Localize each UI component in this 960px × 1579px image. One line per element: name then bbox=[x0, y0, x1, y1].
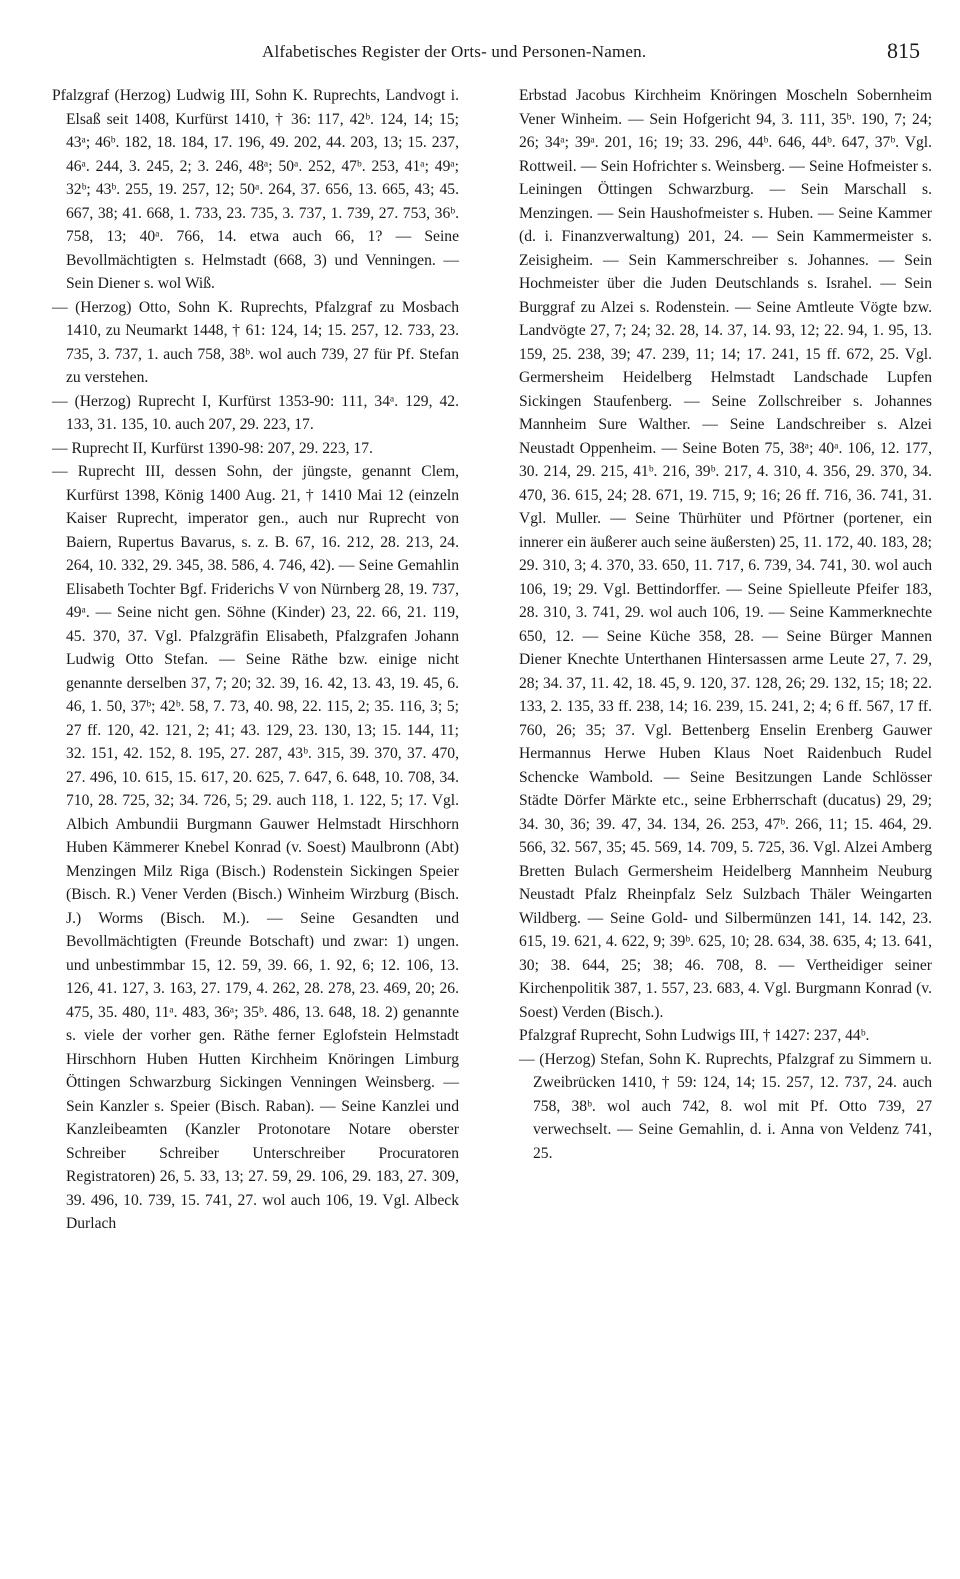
right-column bbox=[519, 84, 932, 1236]
left-column bbox=[52, 84, 459, 1236]
entry-ruprecht-ii: — Ruprecht II, Kurfürst 1390-98: 207, 29. 223, 17. bbox=[52, 439, 373, 457]
entry-stefan: — (Herzog) Stefan, Sohn K. Ruprechts, Pfalzgraf zu Simmern u. Zweibrücken 1410, † 59: 124, 14; 15. 257, 12. 737, 24. auch 758, 38ᵇ. wol auch 742, 8. wol mit Pf. Otto 739, 27 verwechselt. — Seine Gemahlin, d. i. Anna von Veldenz 741, 25. bbox=[519, 1050, 932, 1162]
entry-ruprecht-iii: — Ruprecht III, dessen Sohn, der jüngste, genannt Clem, Kurfürst 1398, König 1400 Aug. 21, † 1410 Mai 12 (einzeln Kaiser Ruprecht, imperator gen., auch nur Ruprecht von Baiern, Rupertus Bavarus, s. z. B. 67, 16. 212, 28. 213, 24. 264, 10. 332, 29. 345, 38. 586, 4. 746, 42). — Seine Gemahlin Elisabeth Tochter Bgf. Friderichs V von Nürnberg 28, 19. 737, 49ᵃ. — Seine nicht gen. Söhne (Kinder) 23, 22. 66, 21. 119, 45. 370, 37. Vgl. Pfalzgräfin Elisabeth, Pfalzgrafen Johann Ludwig Otto Stefan. — Seine Räthe bzw. einige nicht genannte derselben 37, 7; 20; 32. 39, 16. 42, 13. 43, 19. 45, 6. 46, 1. 50, 37ᵇ; 42ᵇ. 58, 7. 73, 40. 98, 22. 115, 2; 35. 116, 3; 5; 27 ff. 120, 42. 121, 2; 41; 43. 129, 23. 130, 13; 15. 144, 11; 32. 151, 42. 152, 8. 195, 27. 287, 43ᵇ. 315, 39. 370, 37. 470, 27. 496, 10. 615, 15. 617, 20. 625, 7. 647, 6. 648, 10. 708, 34. 710, 28. 725, 32; 34. 726, 5; 29. auch 118, 1. 122, 5; 17. Vgl. Albich Ambundii Burgmann Gauwer Helmstadt Hirschhorn Huben Kämmerer Knebel Konrad (v. Soest) Maulbronn (Abt) Menzingen Milz Riga (Bisch.) Rodenstein Sickingen Speier (Bisch. R.) Vener Verden (Bisch.) Winheim Wirzburg (Bisch. J.) Worms (Bisch. M.). — Seine Gesandten und Bevollmächtigten (Freunde Botschaft) und zwar: 1) ungen. und unbestimmbar 15, 12. 59, 39. 66, 1. 92, 6; 12. 106, 13. 126, 41. 127, 3. 163, 27. 179, 4. 262, 28. 278, 23. 469, 20; 26. 475, 35. 480, 11ᵃ. 483, 36ᵃ; 35ᵇ. 486, 13. 648, 18. 2) genannte s. viele der vorher gen. Räthe ferner Eglofstein Helmstadt Hirschhorn Huben Hutten Kirchheim Knöringen Limburg Öttingen Schwarzburg Sickingen Venningen Weinsberg. — Sein Kanzler s. Speier (Bisch. Raban). — Seine Kanzlei und Kanzleibeamten (Kanzler Protonotare Notare oberster Schreiber Schreiber Unterschreiber Procuratoren Registratoren) 26, 5. 33, 13; 27. 59, 29. 106, 29. 183, 27. 309, 39. 496, 10. 739, 15. 741, 27. wol auch 106, 19. Vgl. Albeck Durlach bbox=[52, 463, 459, 1232]
two-column-body bbox=[52, 84, 932, 1236]
running-head bbox=[52, 32, 932, 72]
entry-ruprecht-iii-continued: Erbstad Jacobus Kirchheim Knöringen Moscheln Sobernheim Vener Winheim. — Sein Hofgericht 94, 3. 111, 35ᵇ. 190, 7; 24; 26; 34ᵃ; 39ᵃ. 201, 16; 19; 33. 296, 44ᵇ. 646, 44ᵇ. 647, 37ᵇ. Vgl. Rottweil. — Sein Hofrichter s. Weinsberg. — Seine Hofmeister s. Leiningen Öttingen Schwarzburg. — Sein Marschall s. Menzingen. — Sein Haushofmeister s. Huben. — Seine Kammer (d. i. Finanzverwaltung) 201, 24. — Sein Kammermeister s. Zeisigheim. — Sein Kammerschreiber s. Johannes. — Sein Hochmeister über die Juden Deutschlands s. Israhel. — Sein Burggraf zu Alzei s. Rodenstein. — Seine Amtleute Vögte bzw. Landvögte 27, 7; 24; 32. 28, 14. 37, 14. 93, 12; 22. 94, 1. 95, 13. 159, 25. 238, 39; 47. 239, 11; 14; 17. 241, 15 ff. 672, 25. Vgl. Germersheim Heidelberg Helmstadt Landschade Lupfen Sickingen Staufenberg. — Seine Zollschreiber s. Johannes Mannheim Sure Walther. — Seine Landschreiber s. Alzei Neustadt Oppenheim. — Seine Boten 75, 38ᵃ; 40ᵃ. 106, 12. 177, 30. 214, 29. 215, 41ᵇ. 216, 39ᵇ. 217, 4. 310, 4. 356, 29. 370, 34. 470, 36. 615, 24; 28. 671, 19. 715, 9; 16; 26 ff. 716, 36. 741, 31. Vgl. Muller. — Seine Thürhüter und Pförtner (portener, ein innerer ein äußerer auch seine äußersten) 25, 11. 172, 40. 183, 28; 29. 310, 3; 4. 370, 33. 650, 11. 717, 6. 739, 34. 741, 30. wol auch 106, 19; 29. Vgl. Bettindorffer. — Seine Spielleute Pfeifer 183, 28. 310, 3. 741, 29. wol auch 106, 19. — Seine Kammerknechte 650, 12. — Seine Küche 358, 28. — Seine Bürger Mannen Diener Knechte Unterthanen Hintersassen arme Leute 27, 7. 29, 28; 34. 37, 11. 42, 18. 45, 9. 120, 37. 128, 26; 29. 132, 15; 18; 22. 133, 2. 135, 33 ff. 238, 14; 16. 239, 15. 241, 2; 4; 6 ff. 567, 17 ff. 760, 26; 35; 37. Vgl. Bettenberg Enselin Erenberg Gauwer Hermannus Herwe Huben Klaus Noet Raidenbuch Rudel Schencke Wambold. — Seine Besitzungen Lande Schlösser Städte Dörfer Märkte etc., seine Erbherrschaft (ducatus) 29, 29; 34. 30, 36; 39. 47, 34. 134, 26. 253, 47ᵇ. 266, 11; 15. 464, 29. 566, 32. 567, 35; 45. 569, 14. 709, 5. 725, 36. Vgl. Alzei Amberg Bretten Bulach Germersheim Heidelberg Mannheim Neuburg Neustadt Pfalz Rheinpfalz Selz Sulzbach Thäler Weingarten Wildberg. — Seine Gold- und Silbermünzen 141, 14. 142, 23. 615, 19. 621, 4. 622, 9; 39ᵇ. 625, 10; 28. 634, 38. 635, 4; 13. 641, 30; 38. 644, 25; 38; 46. 708, 8. — Vertheidiger seiner Kirchenpolitik 387, 1. 557, 23. 683, 4. Vgl. Burgmann Konrad (v. Soest) Verden (Bisch.). bbox=[519, 87, 932, 1021]
entry-ludwig-iii: Pfalzgraf (Herzog) Ludwig III, Sohn K. Ruprechts, Landvogt i. Elsaß seit 1408, Kurfürst 1410, † 36: 117, 42ᵇ. 124, 14; 15; 43ᵃ; 46ᵇ. 182, 18. 184, 17. 196, 49. 202, 44. 203, 13; 15. 237, 46ᵃ. 244, 3. 245, 2; 3. 246, 48ᵃ; 50ᵃ. 252, 47ᵇ. 253, 41ᵃ; 49ᵃ; 32ᵇ; 43ᵇ. 255, 19. 257, 12; 50ᵃ. 264, 37. 656, 13. 665, 43; 45. 667, 38; 41. 668, 1. 733, 23. 735, 3. 737, 1. 739, 27. 753, 36ᵇ. 758, 13; 40ᵃ. 766, 14. etwa auch 66, 1? — Seine Bevollmächtigten s. Helmstadt (668, 3) und Venningen. — Sein Diener s. wol Wiß. bbox=[52, 87, 459, 292]
entry-pfalzgraf-ruprecht: Pfalzgraf Ruprecht, Sohn Ludwigs III, † 1427: 237, 44ᵇ. bbox=[519, 1027, 870, 1044]
running-title: Alfabetisches Register der Orts- und Personen-Namen. bbox=[262, 42, 647, 61]
page-number: 815 bbox=[887, 38, 920, 63]
entry-ruprecht-i: — (Herzog) Ruprecht I, Kurfürst 1353-90: 111, 34ᵃ. 129, 42. 133, 31. 135, 10. auch 207, 29. 223, 17. bbox=[52, 392, 459, 433]
entry-otto: — (Herzog) Otto, Sohn K. Ruprechts, Pfalzgraf zu Mosbach 1410, zu Neumarkt 1448, † 61: 124, 14; 15. 257, 12. 733, 23. 735, 3. 737, 1. auch 758, 38ᵇ. wol auch 739, 27 für Pf. Stefan zu verstehen. bbox=[52, 298, 459, 386]
